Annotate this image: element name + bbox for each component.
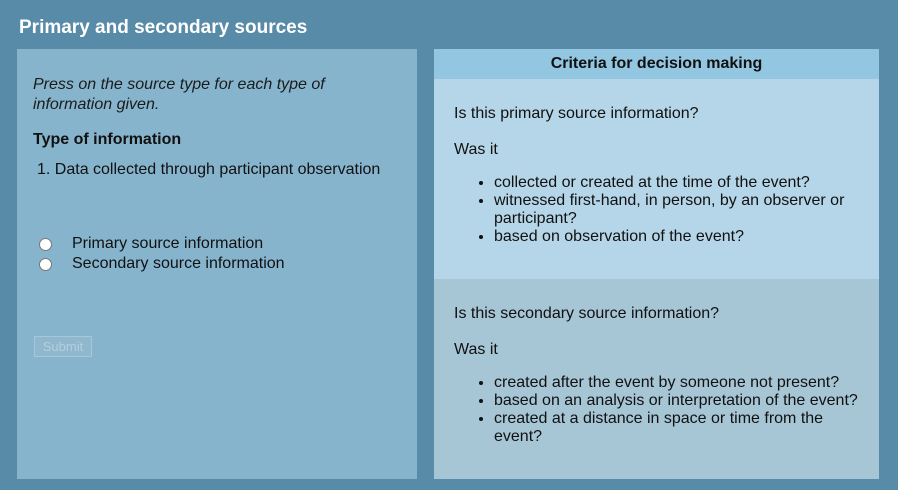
secondary-criteria-section — [434, 279, 879, 479]
criteria-panel — [434, 49, 879, 479]
list-item: • created after the event by someone not present? — [494, 374, 874, 392]
secondary-criteria-list — [454, 374, 874, 446]
type-of-information-heading: Type of information — [33, 131, 182, 148]
list-item: • witnessed first-hand, in person, by an observer or participant? — [494, 192, 874, 228]
information-item: 1. Data collected through participant observation — [37, 161, 381, 178]
instructions-text: Press on the source type for each type of information given. — [33, 76, 325, 113]
list-item: • based on observation of the event? — [494, 228, 874, 246]
list-item: • collected or created at the time of the event? — [494, 174, 874, 192]
secondary-source-label: Secondary source information — [72, 255, 285, 272]
page-title: Primary and secondary sources — [19, 17, 308, 38]
secondary-source-option[interactable] — [39, 255, 285, 273]
secondary-source-radio[interactable] — [39, 258, 52, 271]
primary-source-radio[interactable] — [39, 238, 52, 251]
secondary-question: Is this secondary source information? — [454, 305, 720, 322]
primary-source-label: Primary source information — [72, 235, 264, 252]
primary-source-option[interactable] — [39, 235, 263, 253]
question-panel — [17, 49, 417, 479]
primary-criteria-section — [434, 79, 879, 279]
submit-button[interactable]: Submit — [34, 336, 92, 357]
criteria-header: Criteria for decision making — [434, 49, 879, 79]
secondary-was-it: Was it — [454, 341, 498, 358]
primary-criteria-list — [454, 174, 874, 246]
list-item: • created at a distance in space or time from the event? — [494, 410, 874, 446]
list-item: • based on an analysis or interpretation of the event? — [494, 392, 874, 410]
primary-was-it: Was it — [454, 141, 498, 158]
primary-question: Is this primary source information? — [454, 105, 699, 122]
